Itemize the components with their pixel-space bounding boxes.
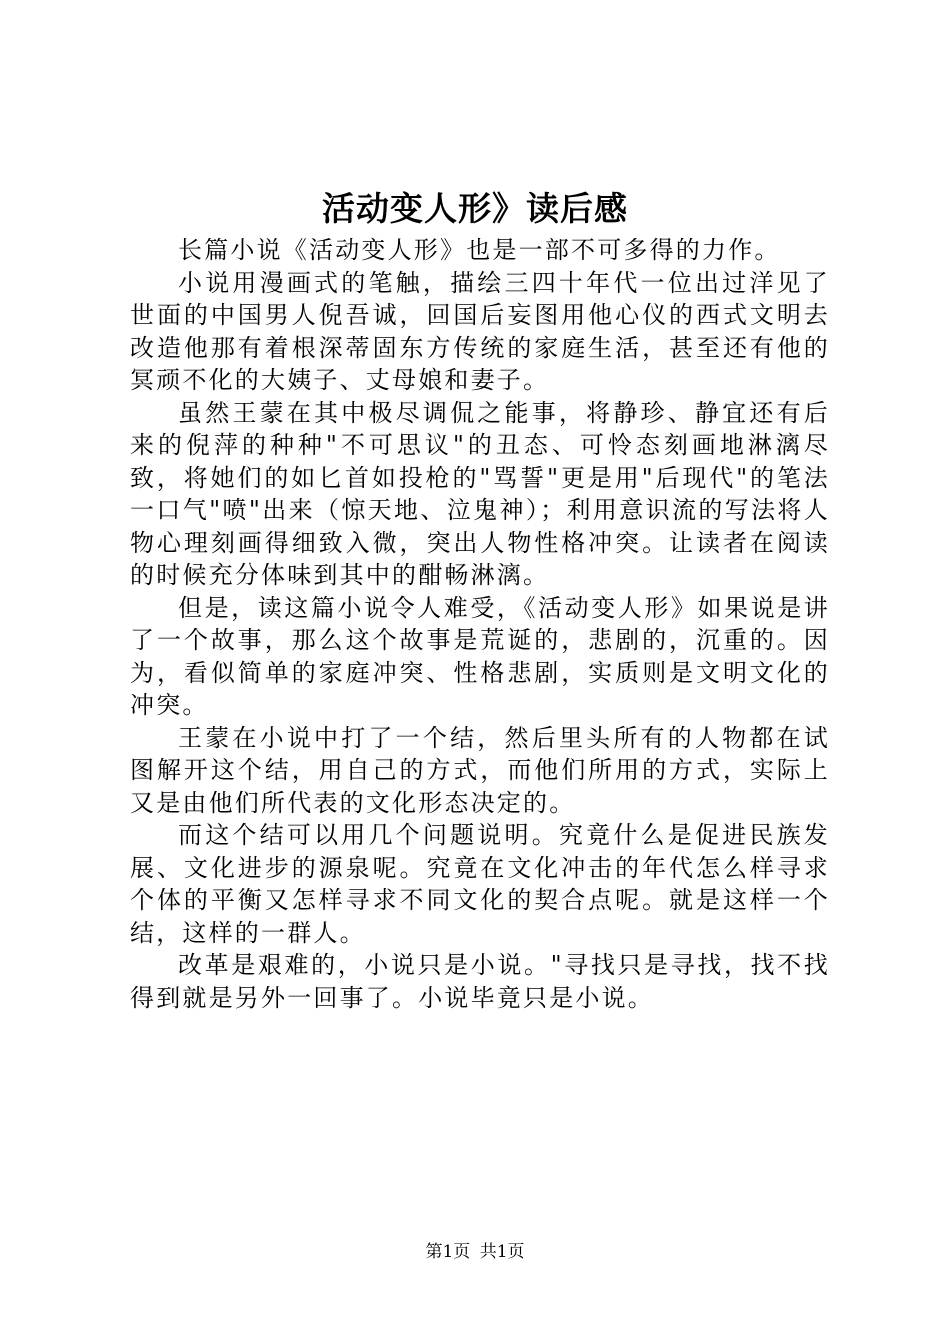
document-title: 活动变人形》读后感 [322,189,628,228]
page-number-total: 共1页 [479,1242,525,1262]
paragraph: 但是，读这篇小说令人难受，《活动变人形》如果说是讲了一个故事，那么这个故事是荒诞的，悲剧的，沉重的。因为，看似简单的家庭冲突、性格悲剧，实质则是文明文化的冲突。 [130,593,830,719]
paragraph: 长篇小说《活动变人形》也是一部不可多得的力作。 [178,236,781,264]
paragraph: 虽然王蒙在其中极尽调侃之能事，将静珍、静宜还有后来的倪萍的种种"不可思议"的丑态、可怜态刻画地淋漓尽致，将她们的如匕首如投枪的"骂誓"更是用"后现代"的笔法一口气"喷"出来（惊天地、泣鬼神）；利用意识流的写法将人物心理刻画得细致入微，突出人物性格冲突。让读者在阅读的时候充分体味到其中的酣畅淋漓。 [130,398,830,589]
paragraph: 而这个结可以用几个问题说明。究竟什么是促进民族发展、文化进步的源泉呢。究竟在文化冲击的年代怎么样寻求个体的平衡又怎样寻求不同文化的契合点呢。就是这样一个结，这样的一群人。 [130,821,830,947]
paragraph: 王蒙在小说中打了一个结，然后里头所有的人物都在试图解开这个结，用自己的方式，而他们所用的方式，实际上又是由他们所代表的文化形态决定的。 [130,723,830,817]
page-number-current: 第1页 [425,1242,471,1262]
page-footer [0,1240,950,1264]
document-body [130,234,830,1014]
paragraph: 小说用漫画式的笔触，描绘三四十年代一位出过洋见了世面的中国男人倪吾诚，回国后妄图用他心仪的西式文明去改造他那有着根深蒂固东方传统的家庭生活，甚至还有他的冥顽不化的大姨子、丈母娘和妻子。 [130,268,830,394]
paragraph: 改革是艰难的，小说只是小说。"寻找只是寻找，找不找得到就是另外一回事了。小说毕竟只是小说。 [130,951,830,1012]
